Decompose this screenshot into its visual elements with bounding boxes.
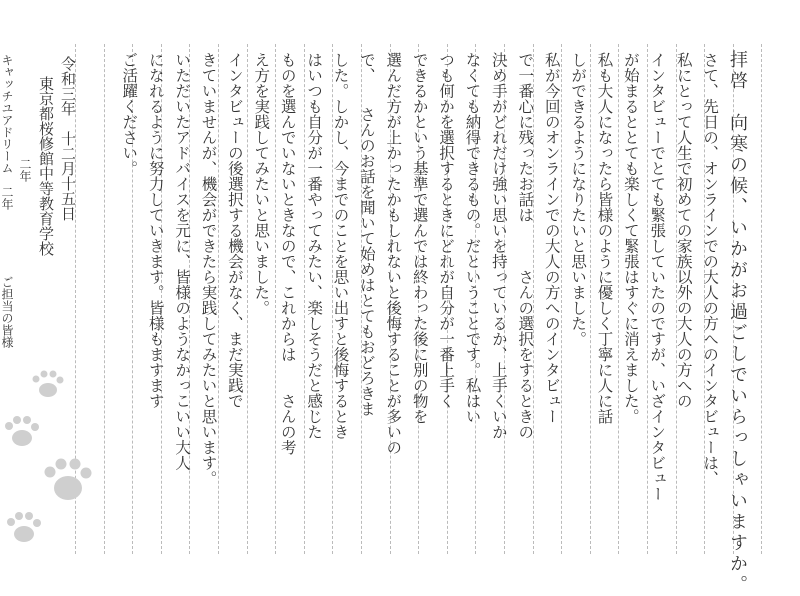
paw-print-icon <box>33 371 64 398</box>
paw-print-icon <box>45 459 92 501</box>
letter-line: 決め手がどれだけ強い思いを持っているか、上手くいか <box>489 52 508 440</box>
letter-line: 拝啓 向寒の候、いかがお過ごしでいらっしゃいますか。 <box>727 50 748 596</box>
letter-line: 私が今回のオンラインでの大人の方へのインタビュー <box>542 52 561 424</box>
paw-print-decoration <box>0 360 100 559</box>
rule-line <box>618 44 619 554</box>
letter-line: した。しかし、今までのことを思い出すと後悔するとき <box>331 52 350 440</box>
rule-line <box>761 44 762 554</box>
letter-line: が始まるととても楽しくて緊張はすぐに消えました。 <box>621 52 640 424</box>
letter-line: ものを選んでいないときなので、これからは さんの考 <box>278 52 297 455</box>
letter-line: なくても納得できるもの。だということです。私はい <box>463 52 482 424</box>
letter-line: 私にとって人生で初めての家族以外の大人の方への <box>674 52 693 409</box>
letter-line: になれるように努力していきます。皆様もますます <box>146 52 165 409</box>
letter-line: ご活躍ください。 <box>120 52 139 176</box>
letter-line: きていませんが、機会ができたら実践してみたいと思います。 <box>199 52 218 486</box>
rule-line <box>590 44 591 554</box>
letter-line: で一番心に残ったお話は さんの選択をするときの <box>516 52 535 440</box>
letter-line: しができるようになりたいと思いました。 <box>569 52 588 347</box>
rule-line <box>218 44 219 554</box>
rule-line <box>561 44 562 554</box>
letter-line: インタビューの後選択する機会がなく、まだ実践で <box>225 52 244 409</box>
rule-line <box>104 44 105 554</box>
letter-line: え方を実践してみたいと思いました。 <box>252 52 271 316</box>
letter-line: で、 さんのお話を聞いて始めはとてもおどろきま <box>357 52 376 417</box>
letter-date: 令和三年 十二月十五日 <box>59 56 77 221</box>
rule-line <box>247 44 248 554</box>
letter-line: インタビューでとても緊張していたのですが、いざインタビュー <box>648 52 667 502</box>
letter-line: はいつも自分が一番やってみたい、楽しそうだと感じた <box>305 52 324 440</box>
paw-print-icon <box>5 416 39 446</box>
letter-line: さて、先日の、オンラインでの大人の方へのインタビューは、 <box>701 52 720 486</box>
letter-line: つも何かを選択するときにどれが自分が一番上手く <box>437 52 456 409</box>
letter-line: できるかという基準で選んでは終わった後に別の物を <box>410 52 429 424</box>
grade-label: 二年 <box>18 158 32 182</box>
letter-line: いただいたアドバイスを元に、皆様のようなかっこいい大人 <box>173 52 192 471</box>
letter-line: 私も大人になったら皆様のように優しく丁寧に人に話 <box>595 52 614 424</box>
rule-line <box>275 44 276 554</box>
paw-print-icon <box>7 512 41 542</box>
letter-line: 選んだ方が上かったかもしれないと後悔することが多いの <box>384 52 403 455</box>
school-name: 東京都桜修館中等教育学校 <box>37 76 55 256</box>
addressee: ご担当の皆様 <box>0 276 14 348</box>
sender-name: キャッチユアドリーム 二年 <box>0 54 14 210</box>
